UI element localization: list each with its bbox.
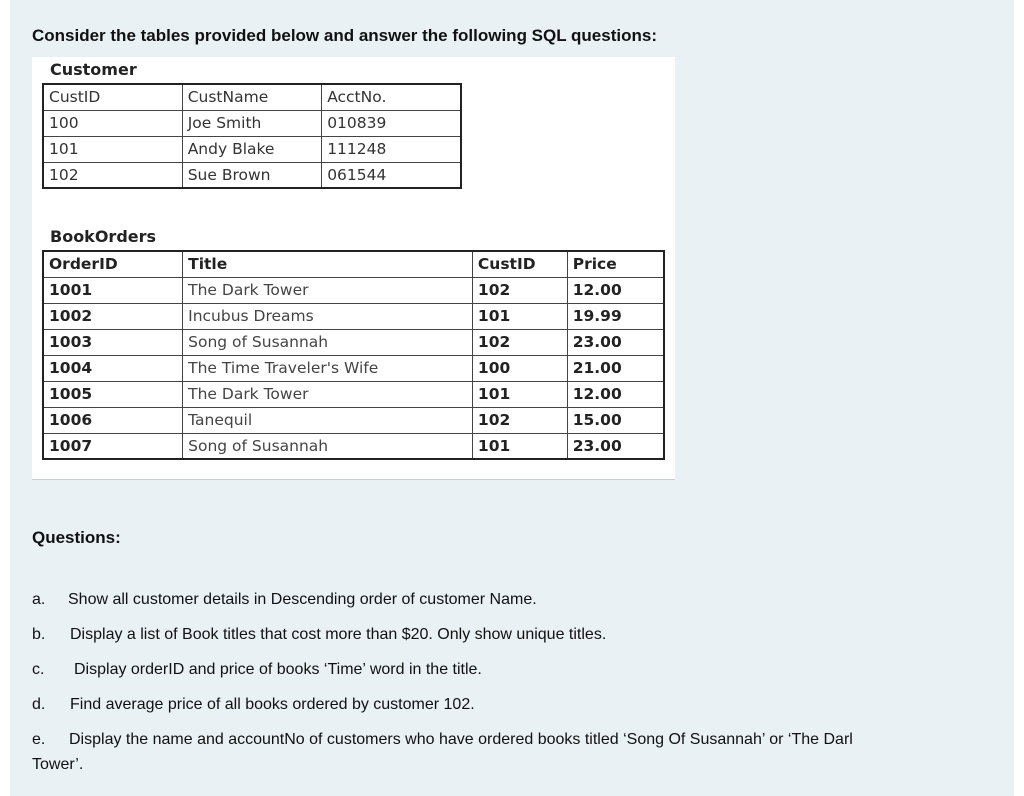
- table-header-cell: OrderID: [43, 251, 183, 277]
- table-cell: The Dark Tower: [183, 277, 473, 303]
- bookorders-table: [42, 250, 665, 460]
- tables-figure: [32, 57, 675, 480]
- question-letter: c.: [32, 661, 45, 678]
- table-cell: 1003: [43, 329, 183, 355]
- question-letter: b.: [32, 626, 46, 643]
- table-cell: 1001: [43, 277, 183, 303]
- table-cell: Andy Blake: [182, 136, 321, 162]
- question-heading: Consider the tables provided below and answer the following SQL questions:: [32, 26, 657, 45]
- question-text: Display orderID and price of books ‘Time’ word in the title.: [74, 661, 482, 678]
- table-row: [43, 381, 664, 407]
- question-item-d: [32, 692, 475, 717]
- question-letter: d.: [32, 696, 46, 713]
- table-cell: 101: [472, 433, 567, 459]
- table-cell: 23.00: [567, 433, 664, 459]
- question-letter: a.: [32, 591, 46, 608]
- question-letter: e.: [32, 731, 46, 748]
- table-cell: 102: [43, 162, 182, 188]
- question-item-a: [32, 587, 537, 612]
- question-item-e: [32, 727, 853, 752]
- table-cell: 12.00: [567, 277, 664, 303]
- table-cell: Tanequil: [183, 407, 473, 433]
- question-text: Find average price of all books ordered by customer 102.: [70, 696, 475, 713]
- table-cell: 1005: [43, 381, 183, 407]
- table-cell: 102: [472, 329, 567, 355]
- table-row: [43, 277, 664, 303]
- table-row: [43, 407, 664, 433]
- table-cell: 1004: [43, 355, 183, 381]
- table-header-cell: Price: [567, 251, 664, 277]
- question-text: Display the name and accountNo of customers who have ordered books titled ‘Song Of Susannah’ or ‘The Darl: [69, 731, 853, 748]
- table-row: [43, 136, 461, 162]
- table-row: [43, 355, 664, 381]
- table-header-cell: CustName: [182, 84, 321, 110]
- table-cell: 061544: [322, 162, 461, 188]
- table-cell: 010839: [322, 110, 461, 136]
- table-row: [43, 110, 461, 136]
- table-cell: 101: [472, 381, 567, 407]
- table-cell: 111248: [322, 136, 461, 162]
- table-cell: The Dark Tower: [183, 381, 473, 407]
- customer-table: [42, 83, 462, 189]
- table-cell: Joe Smith: [182, 110, 321, 136]
- table-cell: 15.00: [567, 407, 664, 433]
- table-cell: 1006: [43, 407, 183, 433]
- table-cell: 100: [43, 110, 182, 136]
- table-cell: 100: [472, 355, 567, 381]
- question-item-b: [32, 622, 607, 647]
- table-header-row: [43, 251, 664, 277]
- table-header-cell: AcctNo.: [322, 84, 461, 110]
- table-cell: Song of Susannah: [183, 329, 473, 355]
- question-text: Display a list of Book titles that cost more than $20. Only show unique titles.: [70, 626, 607, 643]
- table-cell: 21.00: [567, 355, 664, 381]
- table-cell: The Time Traveler's Wife: [183, 355, 473, 381]
- table-header-row: [43, 84, 461, 110]
- table-cell: 1007: [43, 433, 183, 459]
- table-cell: 101: [43, 136, 182, 162]
- question-item-e-continued: Tower’.: [32, 756, 84, 773]
- table-row: [43, 303, 664, 329]
- table-cell: Incubus Dreams: [183, 303, 473, 329]
- table-cell: 102: [472, 277, 567, 303]
- table-cell: 102: [472, 407, 567, 433]
- bookorders-table-title: BookOrders: [50, 227, 157, 246]
- table-row: [43, 329, 664, 355]
- table-cell: Sue Brown: [182, 162, 321, 188]
- table-cell: Song of Susannah: [183, 433, 473, 459]
- question-item-c: [32, 657, 482, 682]
- table-header-cell: CustID: [43, 84, 182, 110]
- table-cell: 12.00: [567, 381, 664, 407]
- table-header-cell: Title: [183, 251, 473, 277]
- customer-table-title: Customer: [50, 60, 137, 79]
- table-cell: 101: [472, 303, 567, 329]
- questions-heading: Questions:: [32, 528, 121, 547]
- table-cell: 1002: [43, 303, 183, 329]
- table-cell: 23.00: [567, 329, 664, 355]
- table-row: [43, 433, 664, 459]
- question-text: Show all customer details in Descending order of customer Name.: [68, 591, 537, 608]
- table-row: [43, 162, 461, 188]
- table-header-cell: CustID: [472, 251, 567, 277]
- table-cell: 19.99: [567, 303, 664, 329]
